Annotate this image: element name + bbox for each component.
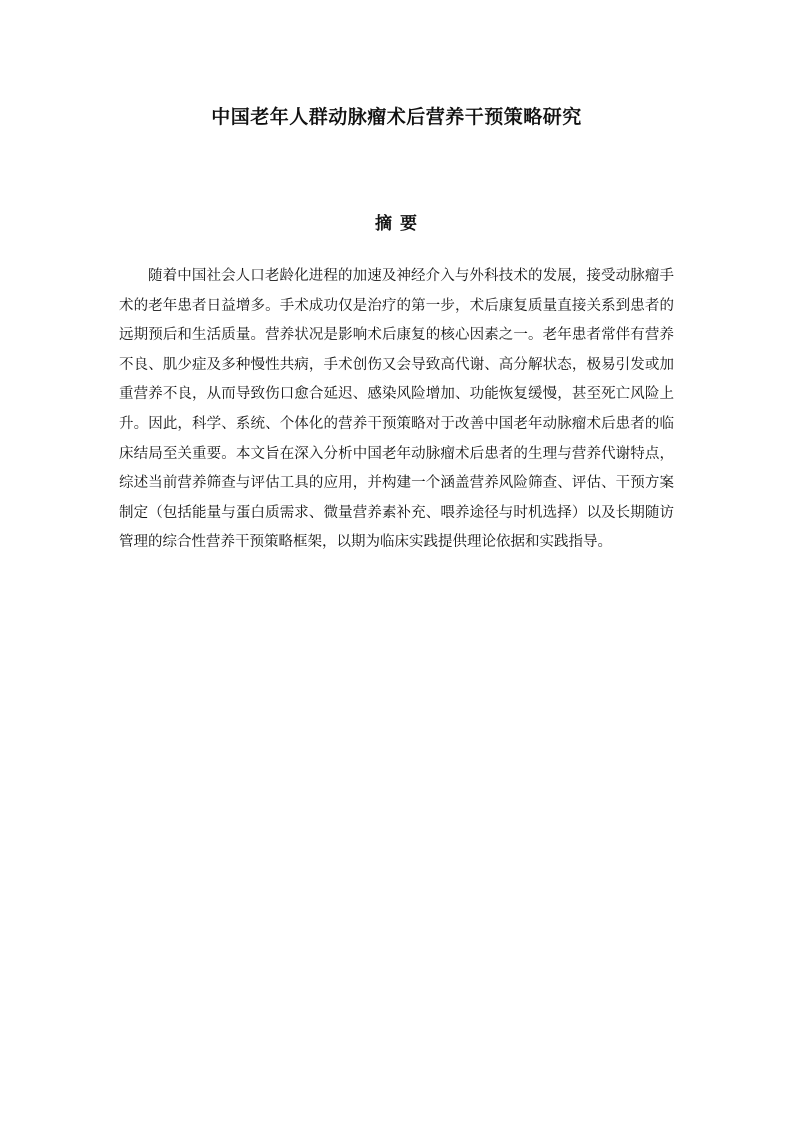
abstract-heading: 摘 要 (375, 214, 418, 234)
abstract-body: 随着中国社会人口老龄化进程的加速及神经介入与外科技术的发展，接受动脉瘤手术的老年患者日益增多。手术成功仅是治疗的第一步，术后康复质量直接关系到患者的远期预后和生活质量。营养状况是影响术后康复的核心因素之一。老年患者常伴有营养不良、肌少症及多种慢性共病，手术创伤又会导致高代谢、高分解状态，极易引发或加重营养不良，从而导致伤口愈合延迟、感染风险增加、功能恢复缓慢，甚至死亡风险上升。因此，科学、系统、个体化的营养干预策略对于改善中国老年动脉瘤术后患者的临床结局至关重要。本文旨在深入分析中国老年动脉瘤术后患者的生理与营养代谢特点，综述当前营养筛查与评估工具的应用，并构建一个涵盖营养风险筛查、评估、干预方案制定（包括能量与蛋白质需求、微量营养素补充、喂养途径与时机选择）以及长期随访管理的综合性营养干预策略框架，以期为临床实践提供理论依据和实践指导。 (119, 268, 674, 551)
document-title: 中国老年人群动脉瘤术后营养干预策略研究 (211, 106, 582, 128)
